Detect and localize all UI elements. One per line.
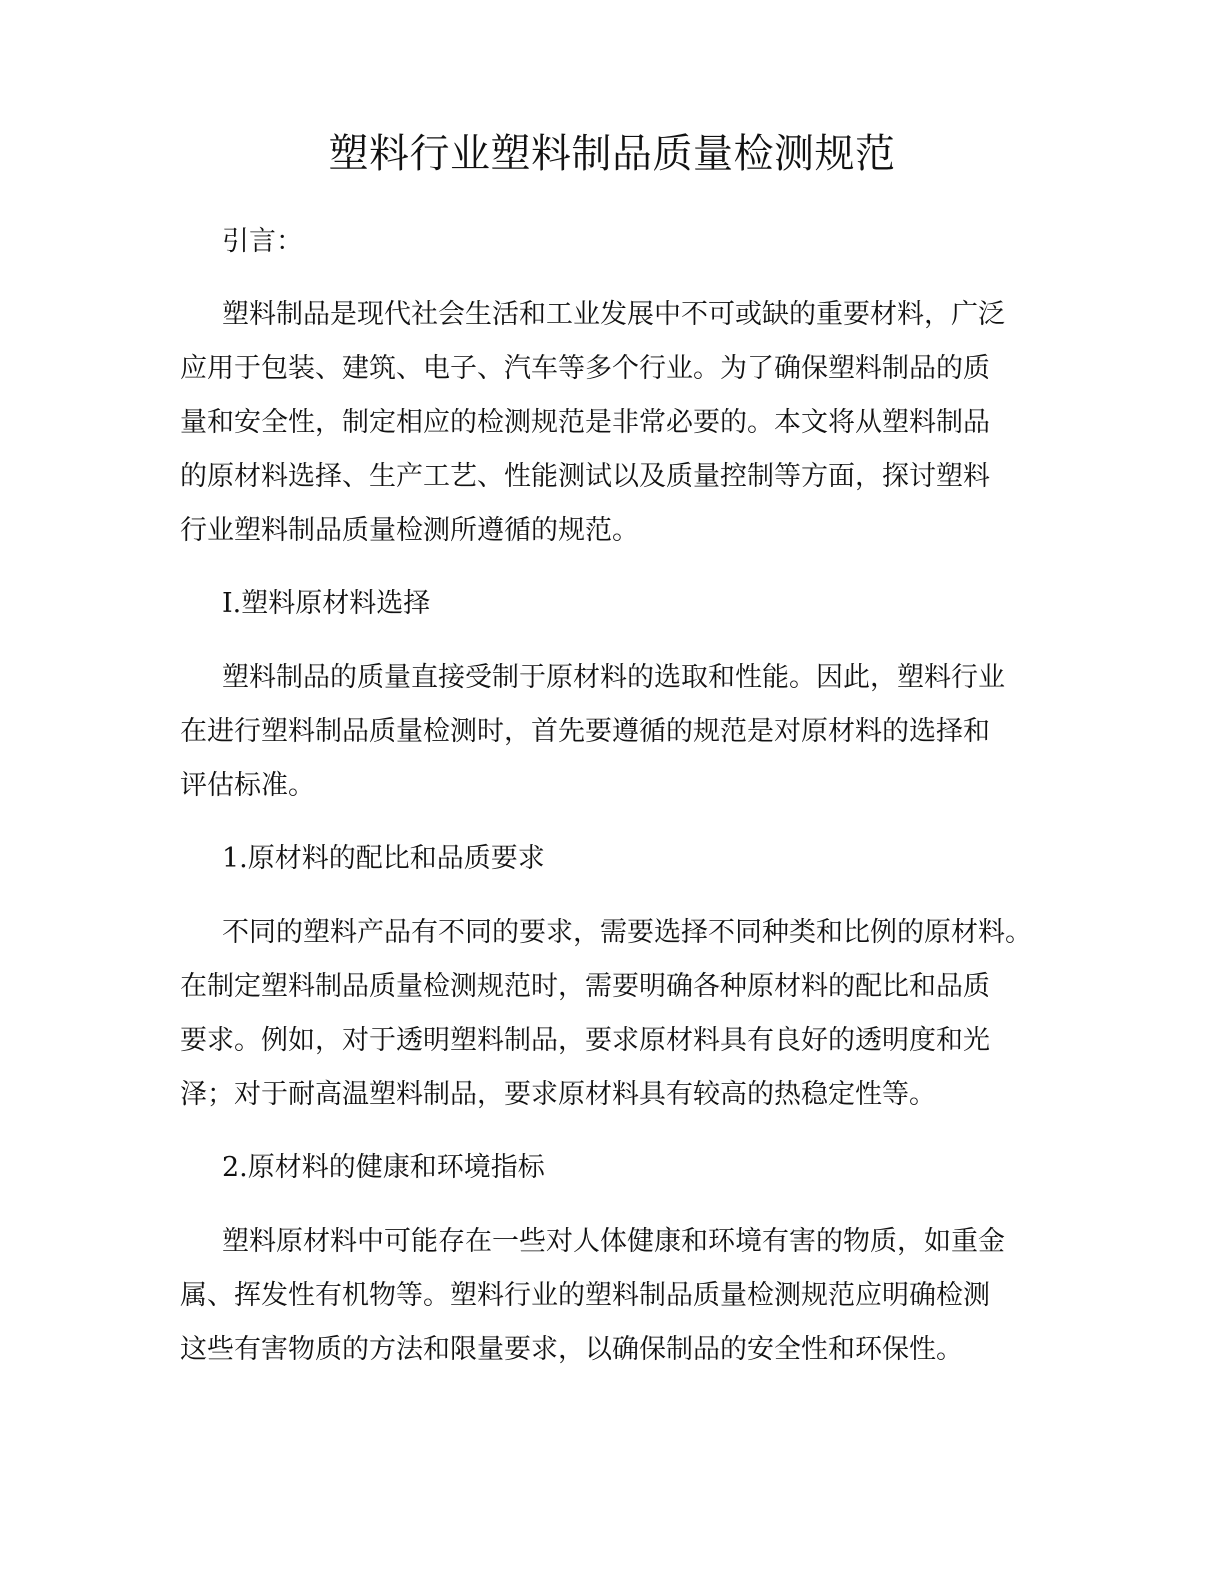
subsection1-paragraph-line: 在制定塑料制品质量检测规范时，需要明确各种原材料的配比和品质 [180, 971, 990, 1002]
intro-heading: 引言： [222, 226, 303, 257]
document-title: 塑料行业塑料制品质量检测规范 [328, 131, 896, 177]
intro-paragraph-line: 行业塑料制品质量检测所遵循的规范。 [180, 515, 639, 546]
intro-paragraph-line: 应用于包装、建筑、电子、汽车等多个行业。为了确保塑料制品的质 [180, 353, 990, 384]
section1-paragraph-line: 评估标准。 [180, 770, 315, 801]
intro-paragraph-line: 的原材料选择、生产工艺、性能测试以及质量控制等方面，探讨塑料 [180, 461, 990, 492]
section-heading: I.塑料原材料选择 [222, 588, 431, 619]
subsection2-paragraph-line: 塑料原材料中可能存在一些对人体健康和环境有害的物质，如重金 [222, 1226, 1005, 1257]
section1-paragraph-line: 在进行塑料制品质量检测时，首先要遵循的规范是对原材料的选择和 [180, 716, 990, 747]
subsection1-paragraph-line: 不同的塑料产品有不同的要求，需要选择不同种类和比例的原材料。 [222, 917, 1032, 948]
subsection2-paragraph-line: 属、挥发性有机物等。塑料行业的塑料制品质量检测规范应明确检测 [180, 1280, 990, 1311]
subsection-heading: 2.原材料的健康和环境指标 [222, 1152, 545, 1183]
intro-paragraph-line: 量和安全性，制定相应的检测规范是非常必要的。本文将从塑料制品 [180, 407, 990, 438]
subsection1-paragraph-line: 要求。例如，对于透明塑料制品，要求原材料具有良好的透明度和光 [180, 1025, 990, 1056]
intro-paragraph-line: 塑料制品是现代社会生活和工业发展中不可或缺的重要材料，广泛 [222, 299, 1005, 330]
subsection1-paragraph-line: 泽；对于耐高温塑料制品，要求原材料具有较高的热稳定性等。 [180, 1079, 936, 1110]
section1-paragraph-line: 塑料制品的质量直接受制于原材料的选取和性能。因此，塑料行业 [222, 662, 1005, 693]
subsection-heading: 1.原材料的配比和品质要求 [222, 843, 545, 874]
subsection2-paragraph-line: 这些有害物质的方法和限量要求，以确保制品的安全性和环保性。 [180, 1334, 963, 1365]
